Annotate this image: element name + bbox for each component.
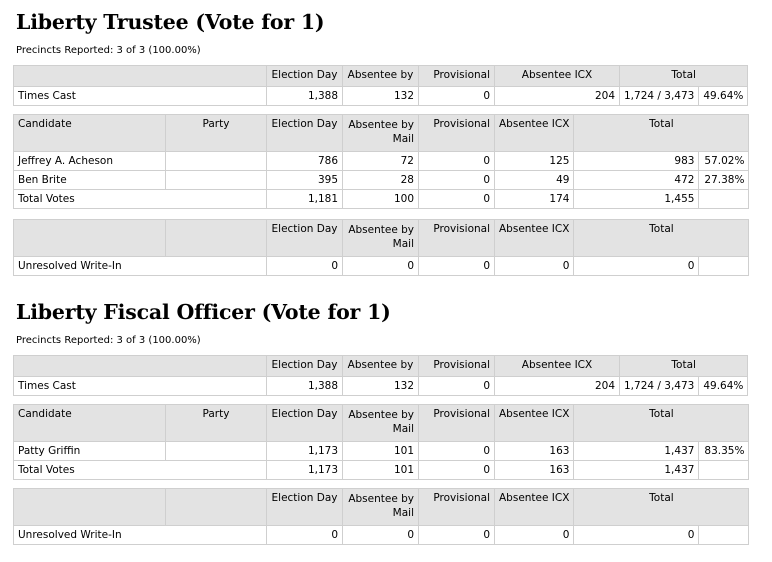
col-total: Total xyxy=(620,66,748,87)
candidate-name: Ben Brite xyxy=(14,171,166,190)
col-party: Party xyxy=(166,115,267,152)
row-label: Times Cast xyxy=(14,377,267,396)
cell-election-day: 1,173 xyxy=(267,442,343,461)
candidate-row xyxy=(14,171,749,190)
col-absentee-icx: Absentee ICX xyxy=(495,220,574,257)
contest-title: Liberty Trustee (Vote for 1) xyxy=(16,10,325,34)
precincts-reported: Precincts Reported: 3 of 3 (100.00%) xyxy=(16,45,201,56)
cell-absentee: 28 xyxy=(343,171,419,190)
write-in-table xyxy=(13,488,749,545)
precincts-reported: Precincts Reported: 3 of 3 (100.00%) xyxy=(16,335,201,346)
cell-absentee: 132 xyxy=(343,377,419,396)
candidate-party xyxy=(166,152,267,171)
cell-absentee: 100 xyxy=(343,190,419,209)
cell-percent: 27.38% xyxy=(699,171,749,190)
cell-total: 983 xyxy=(574,152,699,171)
col-total: Total xyxy=(620,356,748,377)
col-total: Total xyxy=(574,115,749,152)
row-label: Unresolved Write-In xyxy=(14,526,267,545)
col-absentee-by-mail: Absentee by Mail xyxy=(343,489,419,526)
cell-total: 472 xyxy=(574,171,699,190)
cell-provisional: 0 xyxy=(419,377,495,396)
cell-absentee-icx: 204 xyxy=(495,87,620,106)
col-total: Total xyxy=(574,489,749,526)
cell-absentee: 0 xyxy=(343,257,419,276)
candidate-name: Patty Griffin xyxy=(14,442,166,461)
total-votes-row xyxy=(14,461,749,480)
cell-provisional: 0 xyxy=(419,461,495,480)
times-cast-header-row xyxy=(14,66,748,87)
col-absentee-by-mail: Absentee by Mail xyxy=(343,220,419,257)
cell-absentee: 132 xyxy=(343,87,419,106)
cell-absentee: 0 xyxy=(343,526,419,545)
col-total: Total xyxy=(574,220,749,257)
candidate-row xyxy=(14,152,749,171)
col-election-day: Election Day xyxy=(267,66,343,87)
write-in-row xyxy=(14,257,749,276)
cell-percent: 49.64% xyxy=(699,377,748,396)
cell-provisional: 0 xyxy=(419,257,495,276)
write-in-row xyxy=(14,526,749,545)
candidate-row xyxy=(14,442,749,461)
candidate-table xyxy=(13,404,749,480)
col-absentee-icx: Absentee ICX xyxy=(495,115,574,152)
contest-title: Liberty Fiscal Officer (Vote for 1) xyxy=(16,300,391,324)
col-candidate: Candidate xyxy=(14,405,166,442)
cell-election-day: 1,181 xyxy=(267,190,343,209)
col-provisional: Provisional xyxy=(419,115,495,152)
col-absentee-by: Absentee by xyxy=(343,66,419,87)
col-provisional: Provisional xyxy=(419,66,495,87)
cell-percent: 49.64% xyxy=(699,87,748,106)
candidate-table xyxy=(13,114,749,209)
cell-election-day: 0 xyxy=(267,257,343,276)
col-election-day: Election Day xyxy=(267,220,343,257)
col-provisional: Provisional xyxy=(419,220,495,257)
cell-provisional: 0 xyxy=(419,152,495,171)
cell-election-day: 1,388 xyxy=(267,377,343,396)
cell-election-day: 1,388 xyxy=(267,87,343,106)
cell-election-day: 395 xyxy=(267,171,343,190)
write-in-header-row xyxy=(14,489,749,526)
row-label: Total Votes xyxy=(14,461,267,480)
cell-percent: 83.35% xyxy=(699,442,749,461)
col-election-day: Election Day xyxy=(267,115,343,152)
col-party: Party xyxy=(166,405,267,442)
col-election-day: Election Day xyxy=(267,489,343,526)
col-candidate: Candidate xyxy=(14,115,166,152)
times-cast-header-row xyxy=(14,356,748,377)
cell-provisional: 0 xyxy=(419,526,495,545)
cell-total: 0 xyxy=(574,257,699,276)
cell-percent xyxy=(699,461,749,480)
cell-absentee-icx: 204 xyxy=(495,377,620,396)
row-label: Total Votes xyxy=(14,190,267,209)
candidate-header-row xyxy=(14,405,749,442)
times-cast-row xyxy=(14,87,748,106)
write-in-header-row xyxy=(14,220,749,257)
cell-total: 1,455 xyxy=(574,190,699,209)
col-election-day: Election Day xyxy=(267,356,343,377)
candidate-party xyxy=(166,171,267,190)
cell-absentee: 72 xyxy=(343,152,419,171)
col-election-day: Election Day xyxy=(267,405,343,442)
cell-total: 1,437 xyxy=(574,461,699,480)
cell-absentee-icx: 0 xyxy=(495,526,574,545)
cell-total: 1,437 xyxy=(574,442,699,461)
cell-total: 0 xyxy=(574,526,699,545)
times-cast-row xyxy=(14,377,748,396)
cell-absentee-icx: 125 xyxy=(495,152,574,171)
candidate-header-row xyxy=(14,115,749,152)
col-absentee-by: Absentee by xyxy=(343,356,419,377)
cell-total: 1,724 / 3,473 xyxy=(620,87,699,106)
col-absentee-icx: Absentee ICX xyxy=(495,66,620,87)
col-absentee-icx: Absentee ICX xyxy=(495,405,574,442)
total-votes-row xyxy=(14,190,749,209)
col-absentee-by-mail: Absentee by Mail xyxy=(343,405,419,442)
cell-percent xyxy=(699,257,749,276)
col-provisional: Provisional xyxy=(419,489,495,526)
cell-percent: 57.02% xyxy=(699,152,749,171)
cell-percent xyxy=(699,526,749,545)
candidate-name: Jeffrey A. Acheson xyxy=(14,152,166,171)
cell-provisional: 0 xyxy=(419,171,495,190)
row-label: Times Cast xyxy=(14,87,267,106)
cell-provisional: 0 xyxy=(419,87,495,106)
col-total: Total xyxy=(574,405,749,442)
cell-election-day: 786 xyxy=(267,152,343,171)
cell-percent xyxy=(699,190,749,209)
cell-provisional: 0 xyxy=(419,190,495,209)
cell-absentee-icx: 163 xyxy=(495,442,574,461)
cell-election-day: 0 xyxy=(267,526,343,545)
write-in-table xyxy=(13,219,749,276)
cell-absentee-icx: 0 xyxy=(495,257,574,276)
cell-election-day: 1,173 xyxy=(267,461,343,480)
cell-absentee-icx: 163 xyxy=(495,461,574,480)
col-absentee-icx: Absentee ICX xyxy=(495,356,620,377)
col-provisional: Provisional xyxy=(419,405,495,442)
candidate-party xyxy=(166,442,267,461)
cell-provisional: 0 xyxy=(419,442,495,461)
cell-absentee: 101 xyxy=(343,442,419,461)
cell-total: 1,724 / 3,473 xyxy=(620,377,699,396)
cell-absentee: 101 xyxy=(343,461,419,480)
times-cast-table xyxy=(13,65,748,106)
cell-absentee-icx: 174 xyxy=(495,190,574,209)
col-absentee-by-mail: Absentee by Mail xyxy=(343,115,419,152)
times-cast-table xyxy=(13,355,748,396)
col-provisional: Provisional xyxy=(419,356,495,377)
cell-absentee-icx: 49 xyxy=(495,171,574,190)
col-absentee-icx: Absentee ICX xyxy=(495,489,574,526)
row-label: Unresolved Write-In xyxy=(14,257,267,276)
